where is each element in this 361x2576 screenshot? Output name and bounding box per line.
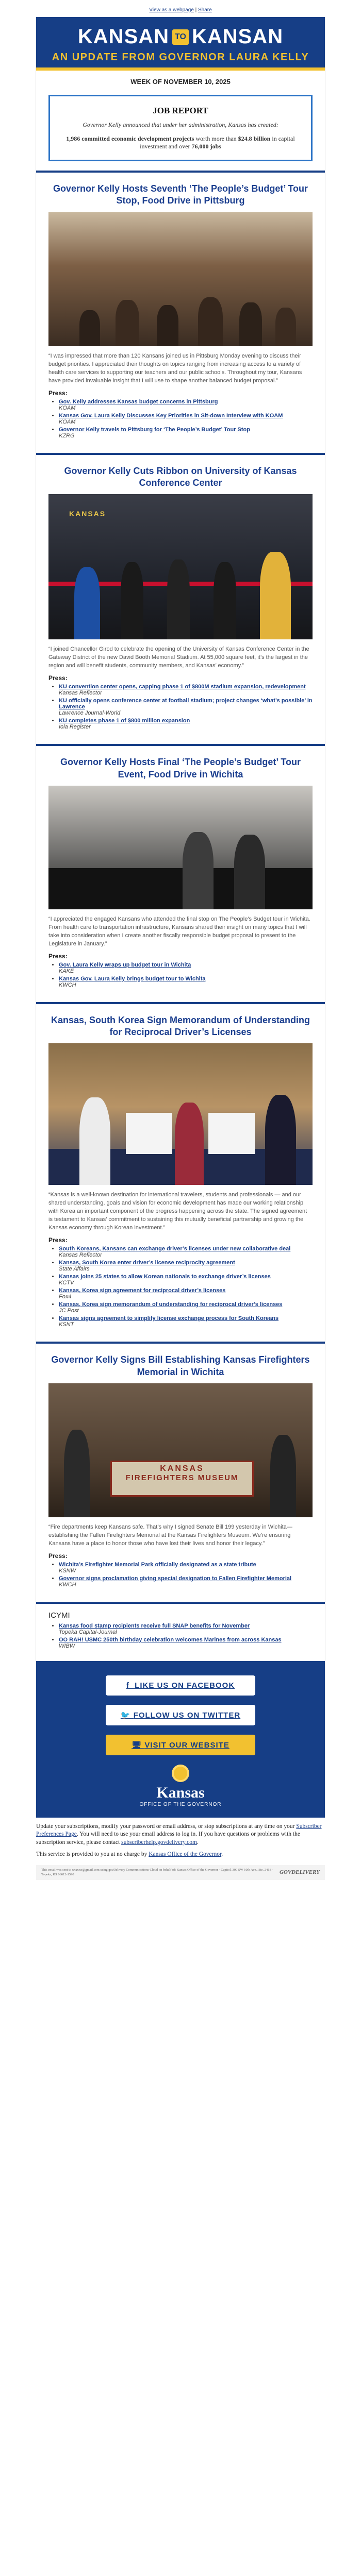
press-item (59, 399, 313, 411)
brand-logo (36, 25, 325, 48)
press-link[interactable]: Kansas, South Korea enter driver’s license reciprocity agreement (59, 1260, 235, 1266)
story-photo-ribbon-cutting (48, 494, 313, 639)
topline-separator: | (193, 7, 198, 13)
governor-office-link[interactable]: Kansas Office of the Governor (149, 1851, 222, 1858)
newsletter-body (36, 17, 325, 1818)
press-list (48, 962, 313, 988)
press-item (59, 1246, 313, 1258)
govdelivery-logo: GOVDELIVERY (279, 1869, 320, 1876)
press-source: KWCH (59, 981, 76, 988)
job-report-intro: Governor Kelly announced that under her administration, Kansas has created: (83, 121, 278, 128)
subscriber-preferences-link[interactable]: Subscriber Preferences Page (36, 1823, 322, 1838)
press-label: Press: (48, 952, 68, 960)
press-link[interactable]: Wichita’s Firefighter Memorial Park officially designated as a state tribute (59, 1561, 256, 1568)
press-item (59, 1287, 313, 1300)
governor-seal (36, 1765, 325, 1807)
press-source: KCTV (59, 1280, 74, 1286)
press-source: Iola Register (59, 724, 91, 731)
museum-sign-bottom: FIREFIGHTERS MUSEUM (125, 1473, 239, 1482)
subscription-text (36, 1823, 325, 1847)
job-report-title: JOB REPORT (153, 106, 208, 115)
story-firefighters-memorial (36, 1342, 325, 1602)
job-report-jobs: 76,000 jobs (191, 143, 221, 150)
press-source: KSNW (59, 1567, 76, 1574)
social-footer (36, 1661, 325, 1818)
press-link[interactable]: Kansas, Korea sign memorandum of understanding for reciprocal driver’s licenses (59, 1301, 283, 1308)
press-link[interactable]: KU completes phase 1 of $800 million expansion (59, 718, 190, 724)
service-provider-text (36, 1851, 325, 1859)
story-quote: “I appreciated the engaged Kansans who attended the final stop on The People’s Budget tour in Wichita. From health care to transportation infrastructure, Kansans shared their insight on many topics that I will take into consideration when I create another fiscally responsible budget proposal to present to the Legislature in January.” (48, 916, 310, 947)
press-label: Press: (48, 674, 68, 682)
press-link[interactable]: Gov. Kelly addresses Kansas budget concerns in Pittsburg (59, 398, 218, 405)
seal-name: Kansas (156, 1784, 205, 1801)
press-item (59, 1315, 313, 1328)
story-pittsburg-budget-tour (36, 171, 325, 453)
story-photo-signing (48, 1043, 313, 1185)
icymi-source: WIBW (59, 1642, 75, 1649)
service-text-a: This service is provided to you at no charge by (36, 1851, 149, 1858)
story-title: Governor Kelly Hosts Seventh ‘The People’s Budget’ Tour Stop, Food Drive in Pittsburg (53, 183, 308, 206)
seal-subtitle: OFFICE OF THE GOVERNOR (139, 1801, 222, 1807)
job-report-stats (64, 135, 297, 150)
press-link[interactable]: KU officially opens conference center at football stadium; project changes ‘what’s possible’ in Lawrence (59, 698, 313, 710)
press-source: Kansas Reflector (59, 1252, 102, 1259)
museum-sign-top: KANSAS (160, 1464, 204, 1473)
panel-table (48, 868, 313, 909)
press-source: State Affairs (59, 1266, 90, 1273)
press-source: JC Post (59, 1308, 79, 1314)
website-label: VISIT OUR WEBSITE (144, 1740, 229, 1750)
story-quote: “I was impressed that more than 120 Kansans joined us in Pittsburg Monday evening to discuss their budget priorities. I appreciated their thoughts on topics ranging from increasing access to a variety of health care services to supporting our teachers and our public schools. Throughout my tour, Kansans have provided invaluable insight that I will use to shape another balanced budget proposal.” (48, 352, 302, 384)
press-source: Fox4 (59, 1294, 72, 1300)
press-item (59, 427, 313, 439)
icymi-heading: ICYMI (48, 1611, 70, 1620)
press-list (48, 684, 313, 730)
story-ku-conference-center (36, 453, 325, 744)
job-report-projects: 1,986 committed economic development projects (66, 135, 194, 142)
icymi-section (36, 1602, 325, 1661)
press-source: KAKE (59, 968, 74, 974)
icymi-list (48, 1623, 313, 1649)
icymi-item (59, 1623, 313, 1635)
press-link[interactable]: Kansas signs agreement to simplify license exchange process for South Koreans (59, 1315, 279, 1322)
press-label: Press: (48, 1236, 68, 1244)
disclaimer-text: This email was sent to xxxxxx@gmail.com using govDelivery Communications Cloud on behalf of: Kansas Office of the Governor · Capitol, 300 SW 10th Ave., Ste. 241S · Topeka, KS 66612-1590 (41, 1868, 273, 1876)
press-label: Press: (48, 389, 68, 397)
subscription-notice (36, 1823, 325, 1880)
press-item (59, 698, 313, 716)
press-link[interactable]: Governor signs proclamation giving special designation to Fallen Firefighter Memorial (59, 1575, 292, 1582)
icymi-link[interactable]: OO RAH! USMC 250th birthday celebration welcomes Marines from across Kansas (59, 1636, 282, 1643)
brand-to-badge: TO (172, 29, 189, 45)
story-quote: “I joined Chancellor Girod to celebrate the opening of the University of Kansas Conference Center in the Gateway District of the new David Booth Memorial Stadium. At 55,000 square feet, it’s the largest in the region and will benefit students, community members, and Kansas’ economy.” (48, 646, 309, 669)
press-source: KZRG (59, 432, 75, 439)
press-item (59, 1260, 313, 1272)
press-link[interactable]: KU convention center opens, capping phase 1 of $800M stadium expansion, redevelopment (59, 684, 306, 690)
story-title: Governor Kelly Signs Bill Establishing Kansas Firefighters Memorial in Wichita (51, 1354, 310, 1377)
job-report-box (48, 95, 313, 161)
press-item (59, 976, 313, 988)
header-tagline: AN UPDATE FROM GOVERNOR LAURA KELLY (52, 52, 309, 63)
subscription-text-a: Update your subscriptions, modify your password or email address, or stop subscriptions at any time on your (36, 1823, 297, 1829)
kansas-banner: KANSAS (69, 510, 106, 518)
press-link[interactable]: Kansas Gov. Laura Kelly Discusses Key Priorities in Sit-down Interview with KOAM (59, 412, 283, 419)
facebook-label: LIKE US ON FACEBOOK (135, 1681, 235, 1690)
press-item (59, 1562, 313, 1574)
story-title: Governor Kelly Hosts Final ‘The People’s Budget’ Tour Event, Food Drive in Wichita (60, 757, 301, 779)
document-left (126, 1113, 172, 1154)
story-title: Kansas, South Korea Sign Memorandum of Understanding for Reciprocal Driver’s Licenses (51, 1014, 310, 1038)
subscriber-help-link[interactable]: subscriberhelp.govdelivery.com (121, 1839, 197, 1845)
story-quote: “Fire departments keep Kansans safe. That’s why I signed Senate Bill 199 yesterday in Wichita—establishing the Fallen Firefighters Memorial at the Kansas Firefighters Museum. We’re ensuring Kansans have a place to honor those who have lost their lives and honor their legacy.” (48, 1523, 292, 1547)
press-link[interactable]: South Koreans, Kansans can exchange driver’s licenses under new collaborative deal (59, 1246, 291, 1252)
view-as-webpage-link[interactable]: View as a webpage (149, 7, 194, 13)
computer-icon: 🖥 (132, 1740, 145, 1750)
newsletter-header (36, 17, 325, 71)
press-item (59, 718, 313, 730)
museum-sign (110, 1461, 254, 1497)
icymi-source: Topeka Capital-Journal (59, 1629, 117, 1635)
job-report-stats-mid: worth more than (194, 135, 238, 142)
press-link[interactable]: Gov. Laura Kelly wraps up budget tour in Wichita (59, 961, 191, 968)
brand-left-word: KANSAN (77, 25, 170, 48)
press-item (59, 684, 313, 696)
press-item (59, 1575, 313, 1588)
story-title: Governor Kelly Cuts Ribbon on University of Kansas Conference Center (64, 465, 297, 488)
twitter-button[interactable] (106, 1705, 255, 1725)
subscription-text-b: . You will need to use your email address to log in. If you have questions or problems with the subscription service, please contact (36, 1831, 300, 1845)
press-list (48, 1246, 313, 1328)
week-label: WEEK OF NOVEMBER 10, 2025 (130, 78, 231, 86)
sunflower-icon (172, 1765, 189, 1782)
subscription-text-c: . (196, 1839, 199, 1845)
press-link[interactable]: Kansas, Korea sign agreement for reciprocal driver’s licenses (59, 1287, 226, 1294)
document-right (208, 1113, 255, 1154)
press-list (48, 399, 313, 439)
twitter-icon: 🐦 (120, 1710, 134, 1720)
webpage-share-bar (0, 0, 361, 17)
story-wichita-budget-tour (36, 744, 325, 1002)
website-button[interactable] (106, 1735, 255, 1755)
press-source: Lawrence Journal-World (59, 710, 121, 717)
press-link[interactable]: Governor Kelly travels to Pittsburg for ‘The People’s Budget’ Tour Stop (59, 426, 250, 433)
brand-right-word: KANSAN (191, 25, 284, 48)
press-link[interactable]: Kansas Gov. Laura Kelly brings budget tour to Wichita (59, 975, 206, 982)
press-source: KSNT (59, 1321, 74, 1328)
press-source: KWCH (59, 1581, 76, 1588)
press-source: KOAM (59, 418, 76, 425)
story-photo-town-hall (48, 212, 313, 346)
press-item (59, 1301, 313, 1314)
job-report-stats-tail: in capital investment and over (140, 135, 295, 150)
press-link[interactable]: Kansas joins 25 states to allow Korean nationals to exchange driver’s licenses (59, 1274, 271, 1280)
twitter-label: FOLLOW US ON TWITTER (133, 1710, 241, 1720)
press-source: Kansas Reflector (59, 690, 102, 697)
share-link[interactable]: Share (198, 7, 212, 13)
press-item (59, 962, 313, 974)
press-item (59, 1274, 313, 1286)
job-report-investment: $24.8 billion (238, 135, 271, 142)
service-text-b: . (221, 1851, 223, 1858)
story-photo-museum (48, 1383, 313, 1517)
story-photo-panel (48, 786, 313, 909)
press-label: Press: (48, 1552, 68, 1560)
story-south-korea-mou (36, 1002, 325, 1342)
facebook-icon: f (126, 1681, 135, 1690)
press-item (59, 413, 313, 425)
icymi-item (59, 1637, 313, 1649)
story-quote: “Kansas is a well-known destination for international travelers, students and professionals — and our shared understanding, goals and vision for economic development has made our working relationship with Korea an important component of the progress happening across the state. The signed agreement is testament to Kansas’ commitment to sustaining this mutually beneficial partnership and growing the Kansas economy through Korean investment.” (48, 1192, 307, 1231)
facebook-button[interactable] (106, 1675, 255, 1696)
press-source: KOAM (59, 404, 76, 411)
press-list (48, 1562, 313, 1588)
disclaimer-bar (36, 1865, 325, 1880)
icymi-link[interactable]: Kansas food stamp recipients receive full SNAP benefits for November (59, 1622, 250, 1629)
